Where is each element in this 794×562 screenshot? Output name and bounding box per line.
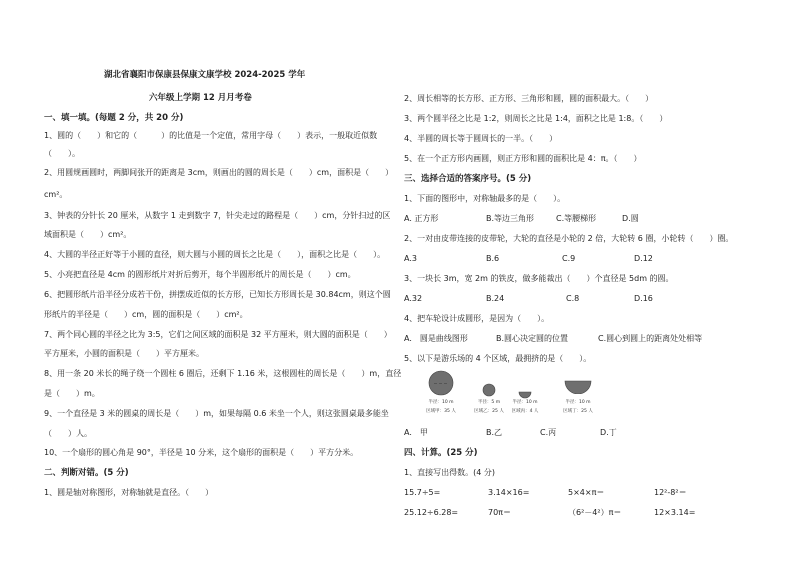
school-title: 湖北省襄阳市保康县保康文康学校 2024-2025 学年: [104, 70, 306, 80]
question-line: 1、圆的（ ）和它的（ ）的比值是一个定值，常用字母（ ）表示，一般取近似数: [44, 131, 378, 140]
section1-heading: 一、填一填。(每题 2 分，共 20 分): [44, 113, 184, 123]
calc-item: 12×3.14=: [654, 508, 696, 517]
choice-option: D.16: [634, 294, 653, 303]
zone-count-label: 区域丁：25 人: [563, 409, 593, 414]
zone-radius-label: 半径：10 m: [428, 400, 454, 405]
question-line: 8、用一条 20 米长的绳子绕一个圆柱 6 圈后，还剩下 1.16 米，这根圆柱的周长是（ ）m，直径: [44, 369, 402, 378]
question-line: 平方厘米，小圆的面积是（ ）平方厘米。: [44, 349, 204, 358]
judge-item: 2、周长相等的长方形、正方形、三角形和圆，圆的面积最大。（ ）: [404, 94, 654, 103]
judge-item: 3、两个圆半径之比是 1:2，则周长之比是 1:4，面积之比是 1:8。（ ）: [404, 114, 668, 123]
choice-option: A. 圆是曲线图形: [404, 334, 468, 343]
zone-shape-ding: [564, 374, 592, 394]
choice-stem: 5、以下是游乐场的 4 个区域，最拥挤的是（ ）。: [404, 354, 592, 363]
judge-item: 5、在一个正方形内画圆，则正方形和圆的面积比是 4：π。（ ）: [404, 154, 642, 163]
zone-radius-label: 半径：5 m: [477, 400, 501, 405]
zone-circle-yi: [482, 382, 496, 396]
question-line: （ ）。: [44, 149, 80, 158]
choice-option: D.丁: [600, 428, 617, 437]
question-line: 6、把圆形纸片沿半径分成若干份，拼摆成近似的长方形，已知长方形周长是 30.84cm，则这个圆: [44, 290, 391, 299]
question-line: 域面积是（ ）cm²。: [44, 230, 132, 239]
zone-count-label: 区域丙：4 人: [511, 409, 539, 414]
question-line: 5、小亮把直径是 4cm 的圆形纸片对折后剪开，每个半圆形纸片的周长是（ ）cm。: [44, 270, 356, 279]
exam-title: 六年级上学期 12 月月考卷: [149, 93, 252, 103]
choice-option: D.圆: [622, 214, 639, 223]
choice-option: C.9: [562, 254, 576, 263]
choice-option: B.6: [486, 254, 500, 263]
zone-radius-label: 半径：10 m: [565, 400, 591, 405]
choice-stem: 1、下面的图形中，对称轴最多的是（ ）。: [404, 194, 566, 203]
half-circle-icon: [564, 374, 592, 394]
circle-icon: [482, 383, 496, 397]
choice-option: B.乙: [486, 428, 503, 437]
choice-option: B.圆心决定圆的位置: [496, 334, 569, 343]
question-line: 7、两个同心圆的半径之比为 3:5，它们之间区域的面积是 32 平方厘米，则大圆的面积是（ ）: [44, 330, 392, 339]
question-line: 3、钟表的分针长 20 厘米，从数字 1 走到数字 7，针尖走过的路程是（ ）cm，分针扫过的区: [44, 211, 391, 220]
choice-option: C.丙: [540, 428, 557, 437]
zone-radius-label: 半径：10 m: [512, 400, 538, 405]
choice-option: A. 甲: [404, 428, 428, 437]
question-line: 2、用圆规画圆时，两脚间张开的距离是 3cm，则画出的圆的周长是（ ）cm，面积是（ ）: [44, 168, 394, 177]
section2-heading: 二、判断对错。(5 分): [44, 468, 129, 478]
section4-heading: 四、计算。(25 分): [404, 448, 478, 458]
calc-subheading: 1、直接写出得数。(4 分): [404, 468, 495, 477]
calc-item: 5×4×π＝: [568, 488, 605, 497]
choice-option: C.等腰梯形: [556, 214, 597, 223]
choice-stem: 2、一对由皮带连接的皮带轮，大轮的直径是小轮的 2 倍，大轮转 6 圈，小轮转（ ）圈。: [404, 234, 734, 243]
question-line: 10、一个扇形的圆心角是 90°，半径是 10 分米，这个扇形的面积是（ ）平方分米。: [44, 448, 359, 457]
choice-option: A. 正方形: [404, 214, 439, 223]
calc-item: 12²-8²＝: [654, 488, 687, 497]
question-line: 9、一个直径是 3 米的圆桌的周长是（ ）m，如果每隔 0.6 米坐一个人，则这张圆桌最多能坐: [44, 409, 389, 418]
choice-option: A.32: [404, 294, 423, 303]
calc-item: 25.12÷6.28=: [404, 508, 459, 517]
question-line: 是（ ）m。: [44, 389, 100, 398]
question-line: 形纸片的半径是（ ）cm，圆的面积是（ ）cm²。: [44, 310, 248, 319]
choice-stem: 4、把车轮设计成圆形，是因为（ ）。: [404, 314, 550, 323]
choice-option: C.圆心到圆上的距离处处相等: [598, 334, 703, 343]
judge-item: 4、半圆的周长等于圆周长的一半。（ ）: [404, 134, 558, 143]
choice-option: B.等边三角形: [486, 214, 535, 223]
radius-line: [434, 383, 447, 384]
choice-option: A.3: [404, 254, 417, 263]
question-line: cm²。: [44, 190, 68, 199]
judge-item: 1、圆是轴对称图形，对称轴就是直径。（ ）: [44, 488, 214, 497]
choice-option: D.12: [634, 254, 653, 263]
zone-count-label: 区域乙：25 人: [474, 409, 504, 414]
section3-heading: 三、选择合适的答案序号。(5 分): [404, 174, 532, 184]
question-line: （ ）人。: [44, 429, 92, 438]
calc-item: （6²－4²）π＝: [568, 508, 622, 517]
calc-item: 70π＝: [488, 508, 511, 517]
choice-option: C.8: [566, 294, 580, 303]
question-line: 4、大圆的半径正好等于小圆的直径，则大圆与小圆的周长之比是（ ），面积之比是（ ）。: [44, 250, 386, 259]
calc-item: 15.7÷5=: [404, 488, 441, 497]
zone-count-label: 区域甲：35 人: [426, 409, 456, 414]
choice-option: B.24: [486, 294, 505, 303]
zone-shape-bing: [518, 386, 532, 396]
choice-stem: 3、一块长 3m，宽 2m 的铁皮，做多能裁出（ ）个直径是 5dm 的圆。: [404, 274, 674, 283]
calc-item: 3.14×16=: [488, 488, 530, 497]
